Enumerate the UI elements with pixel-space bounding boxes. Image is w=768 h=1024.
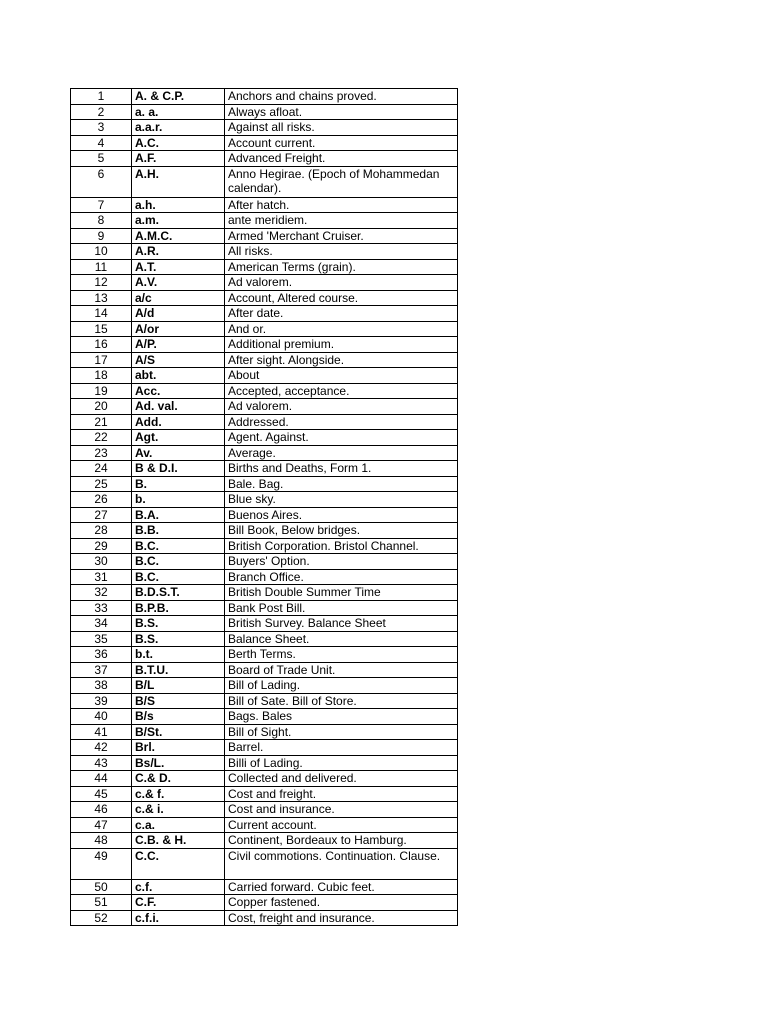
row-number-cell: 26	[71, 492, 132, 508]
table-row	[71, 507, 458, 523]
meaning-cell: After sight. Alongside.	[225, 352, 458, 368]
table-row	[71, 802, 458, 818]
table-row	[71, 290, 458, 306]
abbreviation-cell: Add.	[132, 414, 225, 430]
meaning-cell: Armed 'Merchant Cruiser.	[225, 228, 458, 244]
table-row	[71, 879, 458, 895]
meaning-cell: Barrel.	[225, 740, 458, 756]
row-number-cell: 24	[71, 461, 132, 477]
table-row	[71, 647, 458, 663]
row-number-cell: 34	[71, 616, 132, 632]
abbreviation-cell: C.C.	[132, 848, 225, 879]
meaning-cell: After date.	[225, 306, 458, 322]
meaning-cell: Blue sky.	[225, 492, 458, 508]
abbreviations-table	[70, 88, 458, 926]
table-row	[71, 228, 458, 244]
meaning-cell: British Survey. Balance Sheet	[225, 616, 458, 632]
table-row	[71, 848, 458, 879]
row-number-cell: 2	[71, 104, 132, 120]
table-row	[71, 616, 458, 632]
table-row	[71, 275, 458, 291]
table-row	[71, 461, 458, 477]
abbreviation-cell: C.B. & H.	[132, 833, 225, 849]
abbreviation-cell: c.a.	[132, 817, 225, 833]
meaning-cell: Average.	[225, 445, 458, 461]
table-row	[71, 585, 458, 601]
abbreviation-cell: Brl.	[132, 740, 225, 756]
table-row	[71, 166, 458, 197]
meaning-cell: After hatch.	[225, 197, 458, 213]
row-number-cell: 29	[71, 538, 132, 554]
meaning-cell: About	[225, 368, 458, 384]
abbreviation-cell: C.& D.	[132, 771, 225, 787]
abbreviation-cell: B.S.	[132, 616, 225, 632]
abbreviation-cell: Av.	[132, 445, 225, 461]
meaning-cell: Carried forward. Cubic feet.	[225, 879, 458, 895]
abbreviation-cell: Agt.	[132, 430, 225, 446]
abbreviation-cell: c.& f.	[132, 786, 225, 802]
meaning-cell: Copper fastened.	[225, 895, 458, 911]
meaning-cell: Anchors and chains proved.	[225, 89, 458, 105]
abbreviation-cell: A.C.	[132, 135, 225, 151]
meaning-cell: Cost and insurance.	[225, 802, 458, 818]
row-number-cell: 3	[71, 120, 132, 136]
abbreviation-cell: A.V.	[132, 275, 225, 291]
row-number-cell: 19	[71, 383, 132, 399]
meaning-cell: Bill of Sate. Bill of Store.	[225, 693, 458, 709]
row-number-cell: 10	[71, 244, 132, 260]
abbreviation-cell: B.P.B.	[132, 600, 225, 616]
meaning-cell: All risks.	[225, 244, 458, 260]
table-row	[71, 368, 458, 384]
table-row	[71, 538, 458, 554]
meaning-cell: Current account.	[225, 817, 458, 833]
abbreviation-cell: b.t.	[132, 647, 225, 663]
row-number-cell: 52	[71, 910, 132, 926]
abbreviation-cell: A/or	[132, 321, 225, 337]
abbreviation-cell: B.A.	[132, 507, 225, 523]
row-number-cell: 41	[71, 724, 132, 740]
meaning-cell: Billi of Lading.	[225, 755, 458, 771]
abbreviation-cell: a/c	[132, 290, 225, 306]
abbreviation-cell: abt.	[132, 368, 225, 384]
abbreviation-cell: B/S	[132, 693, 225, 709]
table-row	[71, 631, 458, 647]
meaning-cell: Advanced Freight.	[225, 151, 458, 167]
meaning-cell: British Corporation. Bristol Channel.	[225, 538, 458, 554]
meaning-cell: Bill of Lading.	[225, 678, 458, 694]
meaning-cell: Bale. Bag.	[225, 476, 458, 492]
abbreviation-cell: A.T.	[132, 259, 225, 275]
table-row	[71, 523, 458, 539]
row-number-cell: 20	[71, 399, 132, 415]
meaning-cell: Buyers' Option.	[225, 554, 458, 570]
row-number-cell: 40	[71, 709, 132, 725]
abbreviation-cell: A.M.C.	[132, 228, 225, 244]
row-number-cell: 7	[71, 197, 132, 213]
abbreviation-cell: c.f.i.	[132, 910, 225, 926]
abbreviation-cell: Bs/L.	[132, 755, 225, 771]
abbreviation-cell: B/s	[132, 709, 225, 725]
table-row	[71, 709, 458, 725]
table-row	[71, 259, 458, 275]
row-number-cell: 32	[71, 585, 132, 601]
table-row	[71, 662, 458, 678]
table-row	[71, 910, 458, 926]
abbreviation-cell: A/d	[132, 306, 225, 322]
meaning-cell: British Double Summer Time	[225, 585, 458, 601]
row-number-cell: 11	[71, 259, 132, 275]
row-number-cell: 45	[71, 786, 132, 802]
meaning-cell: Additional premium.	[225, 337, 458, 353]
abbreviation-cell: B.B.	[132, 523, 225, 539]
table-row	[71, 476, 458, 492]
meaning-cell: Collected and delivered.	[225, 771, 458, 787]
table-row	[71, 445, 458, 461]
row-number-cell: 42	[71, 740, 132, 756]
row-number-cell: 37	[71, 662, 132, 678]
table-row	[71, 430, 458, 446]
table-row	[71, 693, 458, 709]
row-number-cell: 5	[71, 151, 132, 167]
meaning-cell: Against all risks.	[225, 120, 458, 136]
table-row	[71, 678, 458, 694]
table-row	[71, 321, 458, 337]
row-number-cell: 33	[71, 600, 132, 616]
table-row	[71, 786, 458, 802]
meaning-cell: Accepted, acceptance.	[225, 383, 458, 399]
abbreviation-cell: A.H.	[132, 166, 225, 197]
meaning-cell: Births and Deaths, Form 1.	[225, 461, 458, 477]
table-row	[71, 244, 458, 260]
abbreviation-cell: Acc.	[132, 383, 225, 399]
abbreviation-cell: B.C.	[132, 554, 225, 570]
table-row	[71, 724, 458, 740]
meaning-cell: Buenos Aires.	[225, 507, 458, 523]
table-row	[71, 895, 458, 911]
abbreviation-cell: B.S.	[132, 631, 225, 647]
meaning-cell: Ad valorem.	[225, 399, 458, 415]
meaning-cell: Cost, freight and insurance.	[225, 910, 458, 926]
meaning-cell: Addressed.	[225, 414, 458, 430]
row-number-cell: 14	[71, 306, 132, 322]
table-row	[71, 120, 458, 136]
table-row	[71, 600, 458, 616]
row-number-cell: 4	[71, 135, 132, 151]
row-number-cell: 18	[71, 368, 132, 384]
row-number-cell: 1	[71, 89, 132, 105]
table-row	[71, 414, 458, 430]
row-number-cell: 43	[71, 755, 132, 771]
meaning-cell: Bank Post Bill.	[225, 600, 458, 616]
abbreviation-cell: B/L	[132, 678, 225, 694]
row-number-cell: 17	[71, 352, 132, 368]
table-row	[71, 771, 458, 787]
row-number-cell: 23	[71, 445, 132, 461]
table-row	[71, 151, 458, 167]
abbreviation-cell: A.R.	[132, 244, 225, 260]
abbreviation-cell: B & D.I.	[132, 461, 225, 477]
meaning-cell: Account, Altered course.	[225, 290, 458, 306]
meaning-cell: Continent, Bordeaux to Hamburg.	[225, 833, 458, 849]
table-row	[71, 337, 458, 353]
table-row	[71, 492, 458, 508]
table-row	[71, 740, 458, 756]
abbreviation-cell: a.a.r.	[132, 120, 225, 136]
table-row	[71, 89, 458, 105]
row-number-cell: 13	[71, 290, 132, 306]
meaning-cell: ante meridiem.	[225, 213, 458, 229]
meaning-cell: Board of Trade Unit.	[225, 662, 458, 678]
table-row	[71, 135, 458, 151]
row-number-cell: 28	[71, 523, 132, 539]
abbreviation-cell: B/St.	[132, 724, 225, 740]
abbreviation-cell: c.f.	[132, 879, 225, 895]
table-row	[71, 197, 458, 213]
abbreviation-cell: C.F.	[132, 895, 225, 911]
meaning-cell: Bill of Sight.	[225, 724, 458, 740]
row-number-cell: 30	[71, 554, 132, 570]
abbreviation-cell: B.T.U.	[132, 662, 225, 678]
table-row	[71, 569, 458, 585]
table-row	[71, 104, 458, 120]
abbreviation-cell: B.	[132, 476, 225, 492]
row-number-cell: 22	[71, 430, 132, 446]
abbreviation-cell: a.h.	[132, 197, 225, 213]
row-number-cell: 38	[71, 678, 132, 694]
row-number-cell: 46	[71, 802, 132, 818]
abbreviation-cell: B.D.S.T.	[132, 585, 225, 601]
meaning-cell: Branch Office.	[225, 569, 458, 585]
table-row	[71, 213, 458, 229]
meaning-cell: Anno Hegirae. (Epoch of Mohammedan calendar).	[225, 166, 458, 197]
row-number-cell: 12	[71, 275, 132, 291]
abbreviation-cell: B.C.	[132, 569, 225, 585]
row-number-cell: 44	[71, 771, 132, 787]
meaning-cell: Ad valorem.	[225, 275, 458, 291]
row-number-cell: 8	[71, 213, 132, 229]
abbreviations-table-body	[71, 89, 458, 926]
row-number-cell: 48	[71, 833, 132, 849]
table-row	[71, 352, 458, 368]
abbreviation-cell: a. a.	[132, 104, 225, 120]
abbreviation-cell: a.m.	[132, 213, 225, 229]
meaning-cell: Account current.	[225, 135, 458, 151]
meaning-cell: Berth Terms.	[225, 647, 458, 663]
row-number-cell: 50	[71, 879, 132, 895]
row-number-cell: 36	[71, 647, 132, 663]
row-number-cell: 16	[71, 337, 132, 353]
meaning-cell: Bill Book, Below bridges.	[225, 523, 458, 539]
abbreviation-cell: A/P.	[132, 337, 225, 353]
meaning-cell: Agent. Against.	[225, 430, 458, 446]
row-number-cell: 31	[71, 569, 132, 585]
table-row	[71, 554, 458, 570]
abbreviation-cell: B.C.	[132, 538, 225, 554]
meaning-cell: Balance Sheet.	[225, 631, 458, 647]
row-number-cell: 51	[71, 895, 132, 911]
table-row	[71, 817, 458, 833]
meaning-cell: And or.	[225, 321, 458, 337]
abbreviation-cell: b.	[132, 492, 225, 508]
table-row	[71, 755, 458, 771]
meaning-cell: American Terms (grain).	[225, 259, 458, 275]
table-row	[71, 833, 458, 849]
meaning-cell: Bags. Bales	[225, 709, 458, 725]
row-number-cell: 49	[71, 848, 132, 879]
row-number-cell: 47	[71, 817, 132, 833]
abbreviation-cell: A/S	[132, 352, 225, 368]
row-number-cell: 39	[71, 693, 132, 709]
table-row	[71, 306, 458, 322]
abbreviation-cell: A.F.	[132, 151, 225, 167]
meaning-cell: Cost and freight.	[225, 786, 458, 802]
meaning-cell: Always afloat.	[225, 104, 458, 120]
abbreviation-cell: A. & C.P.	[132, 89, 225, 105]
table-row	[71, 399, 458, 415]
row-number-cell: 9	[71, 228, 132, 244]
abbreviation-cell: Ad. val.	[132, 399, 225, 415]
table-row	[71, 383, 458, 399]
abbreviation-cell: c.& i.	[132, 802, 225, 818]
meaning-cell: Civil commotions. Continuation. Clause.	[225, 848, 458, 879]
row-number-cell: 25	[71, 476, 132, 492]
row-number-cell: 35	[71, 631, 132, 647]
row-number-cell: 6	[71, 166, 132, 197]
row-number-cell: 27	[71, 507, 132, 523]
row-number-cell: 15	[71, 321, 132, 337]
row-number-cell: 21	[71, 414, 132, 430]
